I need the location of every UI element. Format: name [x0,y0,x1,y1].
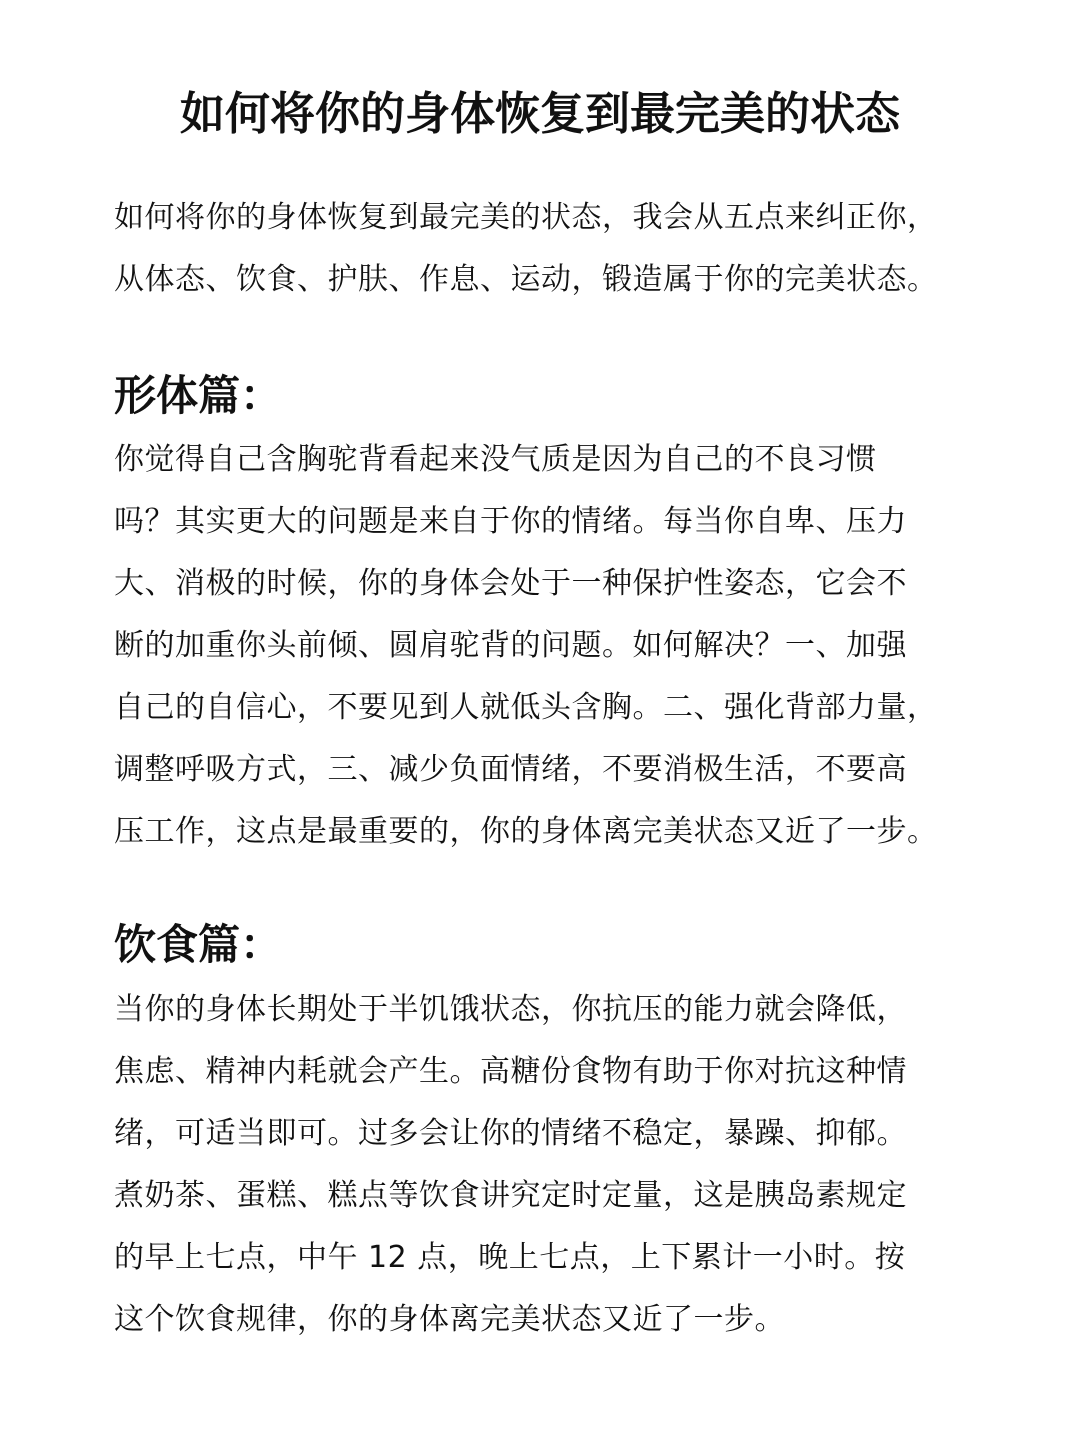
section-heading-diet: 饮食篇： [114,920,283,969]
body-line: 焦虑、精神内耗就会产生。高糖份食物有助于你对抗这种情 [114,1054,907,1089]
intro-line: 从体态、饮食、护肤、作息、运动，锻造属于你的完美状态。 [114,262,938,297]
page-title: 如何将你的身体恢复到最完美的状态 [179,87,900,140]
body-line: 自己的自信心，不要见到人就低头含胸。二、强化背部力量， [114,690,938,725]
body-line: 绪，可适当即可。过多会让你的情绪不稳定，暴躁、抑郁。 [114,1116,907,1151]
body-line: 调整呼吸方式，三、减少负面情绪，不要消极生活，不要高 [114,752,907,787]
intro-line: 如何将你的身体恢复到最完美的状态，我会从五点来纠正你， [114,200,938,235]
body-line: 压工作，这点是最重要的，你的身体离完美状态又近了一步。 [114,814,938,849]
body-line: 吗？其实更大的问题是来自于你的情绪。每当你自卑、压力 [114,504,907,539]
body-line: 这个饮食规律，你的身体离完美状态又近了一步。 [114,1302,785,1337]
body-line: 煮奶茶、蛋糕、糕点等饮食讲究定时定量，这是胰岛素规定 [114,1178,907,1213]
intro-paragraph [114,187,974,311]
section-heading-posture: 形体篇： [114,371,283,420]
body-line: 你觉得自己含胸驼背看起来没气质是因为自己的不良习惯 [114,442,877,477]
section-body-posture [114,429,974,863]
section-body-diet [114,979,974,1351]
body-line: 当你的身体长期处于半饥饿状态，你抗压的能力就会降低， [114,992,907,1027]
body-line: 断的加重你头前倾、圆肩驼背的问题。如何解决？一、加强 [114,628,907,663]
body-line: 的早上七点，中午 12 点，晚上七点，上下累计一小时。按 [114,1240,906,1275]
body-line: 大、消极的时候，你的身体会处于一种保护性姿态，它会不 [114,566,907,601]
